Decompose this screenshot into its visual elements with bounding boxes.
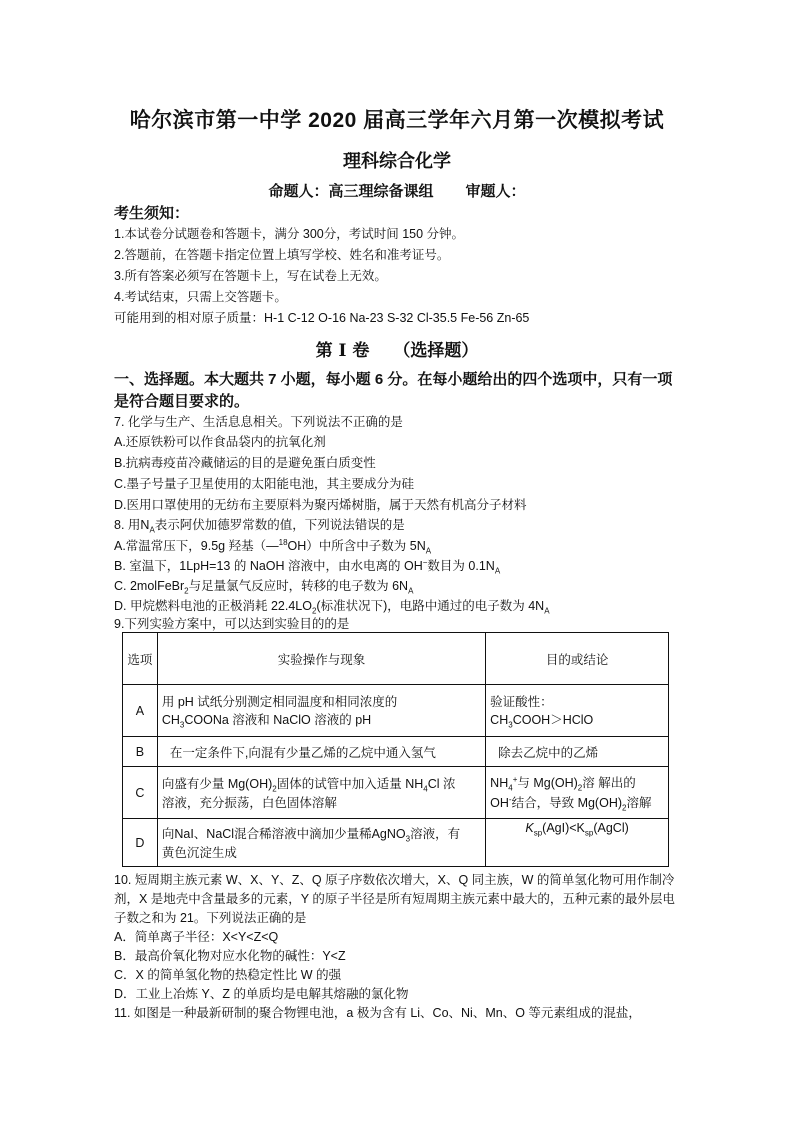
question-8-option-c [114, 576, 413, 596]
question-8-option-a [114, 536, 431, 556]
exam-subject: 理科综合化学 [343, 151, 451, 172]
question-10-option: B．最高价氧化物对应水化物的碱性：Y<Z [114, 949, 346, 963]
question-7-option: D.医用口罩使用的无纺布主要原料为聚丙烯树脂，属于天然有机高分子材料 [114, 498, 527, 512]
setter-label: 命题人：高三理综备课组 [268, 183, 434, 200]
section-instructions: 一、选择题。本大题共 7 小题，每小题 6 分。在每小题给出的四个选项中，只有一项是符合题目要求的。 [114, 371, 673, 410]
text: 2 [577, 783, 583, 793]
text: + [512, 774, 518, 784]
text: A [494, 566, 501, 576]
option-cell: A [123, 685, 158, 737]
text: A [544, 606, 550, 616]
text [490, 710, 664, 730]
question-10-stem: 10. 短周期主族元素 W、X、Y、Z、Q 原子序数依次增大，X、Q 同主族，W 的简单氢化物可用作制冷剂，X 是地壳中含量最多的元素，Y 的原子半径是所有短周期主族元素中最大的，五种元素的最外层电子数之和为 21。下列说法正确的是 [114, 873, 675, 925]
notes-heading: 考生须知： [114, 205, 190, 222]
exam-title: 哈尔滨市第一中学 2020 届高三学年六月第一次模拟考试 [129, 109, 665, 132]
question-9-table [122, 632, 669, 867]
text: 在一定条件下,向混有少量乙烯的乙烷中通入氢气 [169, 745, 436, 760]
option-cell: C [123, 767, 158, 819]
note-item: 1.本试卷分试题卷和答题卡，满分 300分，考试时间 150 分钟。 [114, 227, 465, 241]
text: C. 2molFeBr [114, 579, 185, 593]
text: 向盛有少量 Mg(OH) [161, 776, 273, 791]
text: B. 室温下，1LpH=13 的 NaOH 溶液中，由水电离的 OH [114, 559, 423, 573]
text: 3 [508, 720, 513, 730]
note-item: 2.答题前，在答题卡指定位置上填写学校、姓名和准考证号。 [114, 248, 450, 262]
table-row [123, 767, 669, 819]
text: 用 pH 试纸分别测定相同温度和相同浓度的 [161, 694, 398, 709]
note-item: 3.所有答案必须写在答题卡上，写在试卷上无效。 [114, 269, 387, 283]
text: sp [584, 828, 594, 838]
question-7-option: A.还原铁粉可以作食品袋内的抗氧化剂 [114, 435, 326, 449]
text: 与足量氯气反应时，转移的电子数为 6N [188, 579, 409, 593]
note-item: 4.考试结束，只需上交答题卡。 [114, 290, 287, 304]
reviewer-label: 审题人： [465, 183, 526, 200]
operation-cell [157, 819, 485, 867]
question-7-option: C.墨子号量子卫星使用的太阳能电池，其主要成分为硅 [114, 477, 415, 491]
section-title-text: 第 I 卷 [315, 341, 370, 361]
text: N [140, 518, 150, 532]
text: 除去乙烷中的乙烯 [498, 745, 599, 760]
text: 黄色沉淀生成 [161, 846, 237, 861]
table-row [123, 737, 669, 767]
text: 向NaI、NaCl混合稀溶液中滴加少量稀AgNO [161, 826, 406, 841]
conclusion-cell [486, 685, 669, 737]
operation-cell [157, 737, 485, 767]
text: OH [490, 795, 509, 810]
section-title [0, 336, 794, 361]
text: (标准状况下)，电路中通过的电子数为 4N [316, 599, 545, 613]
text: 溶液，有 [410, 826, 461, 841]
table-row [123, 685, 669, 737]
text: 2 [184, 586, 189, 596]
operation-cell [157, 685, 485, 737]
text [162, 824, 481, 844]
question-9-stem: 9.下列实验方案中，可以达到实验目的的是 [114, 617, 350, 631]
text [490, 793, 664, 813]
text: 3 [405, 834, 411, 844]
text: 验证酸性： [490, 694, 553, 709]
text: COONa 溶液和 NaClO 溶液的 pH [184, 712, 372, 727]
text: sp [533, 828, 543, 838]
text: 溶液，充分振荡，白色固体溶解 [161, 796, 337, 811]
conclusion-cell [486, 767, 669, 819]
text: A [408, 586, 414, 596]
question-8-stem [114, 515, 405, 535]
question-7-option: B.抗病毒疫苗冷藏储运的目的是避免蛋白质变性 [114, 456, 376, 470]
question-10-option: A．简单离子半径：X<Y<Z<Q [114, 930, 279, 944]
text: A [425, 546, 432, 556]
text: 2 [311, 606, 317, 616]
text: OH）中所含中子数为 5N [287, 539, 426, 553]
conclusion-cell [486, 819, 669, 867]
text: (AgI)<K [542, 821, 585, 835]
text [162, 710, 481, 730]
table-header-cell: 选项 [123, 633, 158, 685]
text: 溶 解出的 [582, 776, 636, 790]
text: A [149, 525, 155, 535]
text: COOH＞HClO [512, 712, 594, 727]
option-cell: B [123, 737, 158, 767]
text [490, 821, 664, 838]
text: 4 [423, 784, 428, 794]
atomic-masses: 可能用到的相对原子质量：H-1 C-12 O-16 Na-23 S-32 Cl-35.5 Fe-56 Zn-65 [114, 311, 530, 325]
setter-line [0, 180, 794, 201]
text [490, 773, 664, 793]
text: 表示阿伏加德罗常数的值，下列说法错误的是 [154, 518, 405, 532]
text: CH [161, 712, 180, 727]
text [162, 774, 481, 794]
table-header-row [123, 633, 669, 685]
question-10-option: C．X 的简单氢化物的热稳定性比 W 的强 [114, 968, 342, 982]
question-7-stem: 7. 化学与生产、生活息息相关。下列说法不正确的是 [114, 415, 403, 429]
text: 溶解 [626, 795, 652, 810]
text: - [508, 794, 512, 804]
text: − [422, 557, 428, 567]
question-11-stem: 11. 如图是一种最新研制的聚合物锂电池，a 极为含有 Li、Co、Ni、Mn、O 等元素组成的混盐， [114, 1006, 641, 1020]
option-cell: D [123, 819, 158, 867]
text: 2 [622, 803, 627, 812]
text: A.常温常压下，9.5g 羟基（— [114, 539, 279, 553]
text: 3 [179, 720, 185, 730]
text: (AgCl) [593, 821, 629, 835]
text: 与 Mg(OH) [517, 776, 578, 790]
table-header-cell: 实验操作与现象 [157, 633, 485, 685]
text: 18 [278, 537, 288, 547]
text: Cl 浓 [427, 776, 456, 791]
question-8-option-d [114, 596, 550, 616]
text: 数目为 0.1N [427, 559, 495, 573]
text: 4 [508, 783, 513, 793]
question-10-option: D．工业上冶炼 Y、Z 的单质均是电解其熔融的氯化物 [114, 987, 409, 1001]
text: D. 甲烷燃料电池的正极消耗 22.4LO [114, 599, 312, 613]
table-row [123, 819, 669, 867]
text: CH [490, 712, 509, 727]
text: 固体的试管中加入适量 NH [276, 776, 424, 791]
question-8-option-b [114, 556, 500, 576]
conclusion-cell [486, 737, 669, 767]
text: 结合，导致 Mg(OH) [511, 795, 623, 810]
section-subtitle-text: （选择题） [393, 341, 479, 361]
text: K [525, 821, 534, 835]
text: NH [490, 776, 509, 790]
table-header-cell: 目的或结论 [486, 633, 669, 685]
operation-cell [157, 767, 485, 819]
text: 2 [272, 784, 277, 794]
text: 8. 用 [114, 518, 141, 532]
